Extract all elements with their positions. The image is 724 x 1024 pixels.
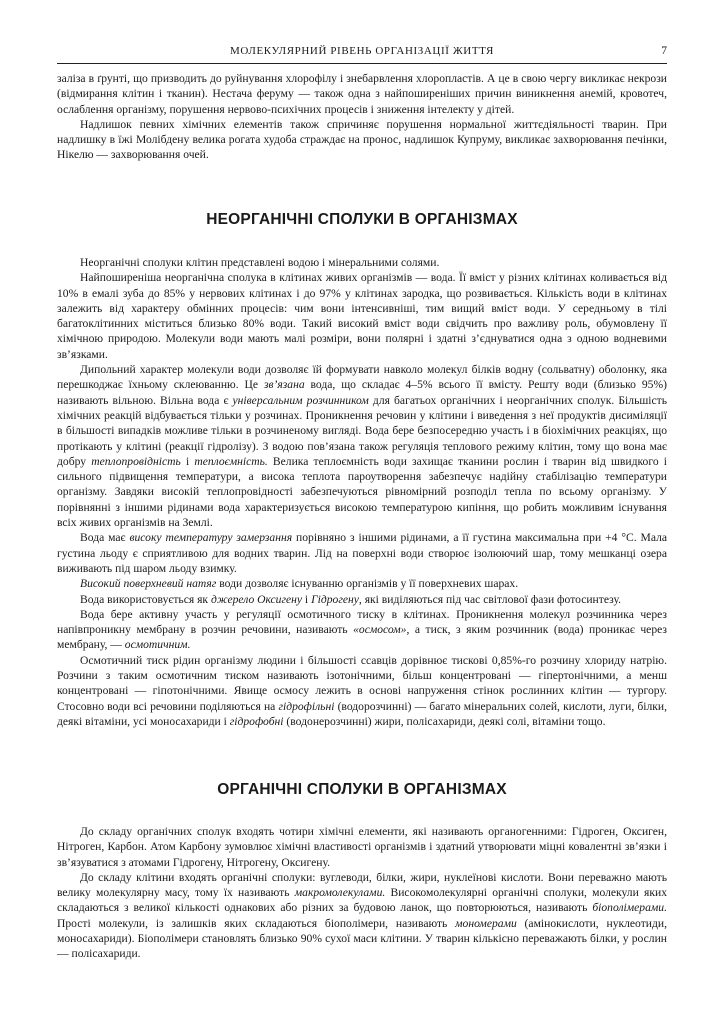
italic-term: теплопровідність <box>91 454 181 468</box>
intro-block <box>57 71 667 163</box>
text-run: Осмотичний тиск рідин організму людини і більшості ссавців дорівнює тискові 0,85%-го розчину хлориду натрію. Розчини з таким осмотичним тиском називають ізотонічними, більш концентровані — гіпертонічними, а менш концентровані — гіпотонічними. Явище осмосу лежить в основі напруження стінок рослинних клітин — тургору. Стосовно води всі речовини поділяються на <box>57 653 667 713</box>
paragraph: Надлишок певних хімічних елементів також спричиняє порушення нормальної життєдіяльності тварин. При надлишку в їжі Молібдену велика рогата худоба страждає на пронос, надлишок Купруму, викликає захворювання печінки, Нікелю — захворювання очей. <box>57 117 667 162</box>
italic-term: універсальним розчинником <box>232 393 369 407</box>
running-title: МОЛЕКУЛЯРНИЙ РІВЕНЬ ОРГАНІЗАЦІЇ ЖИТТЯ <box>230 45 494 57</box>
paragraph: заліза в ґрунті, що призводить до руйнування хлорофілу і знебарвлення хлоропластів. А це в свою чергу викликає некрози (відмирання клітин і тканин). Нестача феруму — також одна з найпоширеніших причин виникнення анемій, кровотеч, ослаблення організму, порушення нервово-психічних процесів і зниження інтелекту у дітей. <box>57 72 667 116</box>
italic-term: гідрофільні <box>278 699 335 713</box>
text-run: До складу клітини входять органічні сполуки: вуглеводи, білки, жири, нуклеїнові кислоти. Вони переважно мають велику молекулярну масу, тому їх називають <box>57 870 667 900</box>
paragraph: До складу органічних сполук входять чотири хімічні елементи, які називають органогенними: Гідроген, Оксиген, Нітроген, Карбон. Атом Карбону зумовлює хімічні властивості організмів і здатний утворювати міцні ковалентні зв’язки і зв’язуватися з атомами Гідрогену, Нітрогену, Оксигену. <box>57 825 667 869</box>
text-run: і <box>302 592 312 606</box>
header-rule <box>57 63 667 64</box>
paragraph <box>57 653 667 729</box>
paragraph: Найпоширеніша неорганічна сполука в клітинах живих організмів — вода. Її вміст у різних клітинах коливається від 10% в емалі зуба до 85% у нервових клітинах і до 97% у клітинах зародка, що розвивається. Кількість води в клітинах залежить від характеру обмінних процесів: чим вони інтенсивніші, тим вищий вміст води. У середньому в тілі багатоклітинних міститься близько 80% води. Такий високий вміст води свідчить про важливу роль, обумовлену її хімічною природою. Молекули води мають малі розміри, вони полярні і здатні з’єднуватися одна з одною водневими зв’язками. <box>57 271 667 361</box>
paragraph: Неорганічні сполуки клітин представлені водою і мінеральними солями. <box>80 256 440 269</box>
paragraph <box>57 870 667 962</box>
section-heading-organic: ОРГАНІЧНІ СПОЛУКИ В ОРГАНІЗМАХ <box>217 781 507 798</box>
paragraph <box>57 362 667 530</box>
italic-term: Високий поверхневий натяг <box>80 577 217 591</box>
italic-term: джерело Оксигену <box>210 592 303 606</box>
text-run: (амінокислоти, нуклеотиди, моносахариди). Біополімери становлять близько 90% сухої маси клітини. У тварин кількісно переважають білки, у рослин — полісахариди. <box>57 916 667 961</box>
italic-term: гідрофобні <box>229 714 284 728</box>
organic-section-body <box>57 824 667 962</box>
text-run: Дипольний характер молекули води дозволяє їй формувати навколо молекул білків водну (сольватну) оболонку, яка перешкоджає їхньому склеюванню. Це <box>57 363 667 392</box>
italic-term: теплоємність. <box>194 454 268 468</box>
italic-term: осмотичним. <box>124 638 191 652</box>
italic-term: мономерами <box>455 916 517 930</box>
paragraph <box>57 530 667 576</box>
italic-term: зв’язана <box>263 378 305 392</box>
text-run: для багатьох органічних і неорганічних сполук. Більшість хімічних реакцій відбувається тільки у розчинах. Проникнення речовин у клітини і виведення з неї продуктів дисиміляції в більшості випадків можливе тільки в розчиненому вигляді. Вода бере безпосередню участь і в біохімічних реакціях, що протікають у клітині (реакції гідролізу). З водою пов’язана також регуляція теплового режиму клітин, тому що вона має добру <box>57 393 668 468</box>
inorganic-section-body <box>57 255 667 729</box>
italic-term: «осмосом» <box>353 623 407 637</box>
paragraph <box>57 592 667 607</box>
text-run: порівняно з іншими рідинами, а її густина максимальна при +4 °С. Мала густина льоду є сприятливою для водних тварин. Лід на поверхні води створює ізолюючий шар, тому мешканці озера виживають під шаром льоду взимку. <box>57 531 668 575</box>
text-run: Вода має <box>80 531 130 545</box>
italic-term: біополімерами. <box>592 901 667 915</box>
text-run: Прості молекули, із залишків яких складаються біополімери, називають <box>57 916 456 930</box>
section-heading-inorganic: НЕОРГАНІЧНІ СПОЛУКИ В ОРГАНІЗМАХ <box>206 211 518 228</box>
text-run: , а тиск, з яким розчинник (вода) проникає через мембрану, — <box>57 623 667 652</box>
text-run: води дозволяє існуванню організмів у її поверхневих шарах. <box>216 577 519 591</box>
page-number: 7 <box>661 45 667 57</box>
text-run: (водонерозчинні) жири, полісахариди, деякі солі, вітаміни тощо. <box>283 714 606 728</box>
text-run: Вода бере активну участь у регуляції осмотичного тиску в клітинах. Проникнення молекул розчинника через напівпроникну мембрану в розчин речовини, називають <box>57 607 667 637</box>
text-run: Велика теплоємність води захищає тканини рослин і тварин від швидкого і сильного підвищення температури, а висока теплота пароутворення забезпечує надійну стабілізацію температури організму. Завдяки високій теплопровідності забезпечуються рівномірний розподіл тепла по всьому організму. У порівнянні з іншими рідинами вода характеризується високою температурою кипіння, що робить можливим існування всіх живих організмів на Землі. <box>57 454 667 530</box>
italic-term: макромолекулами. <box>294 886 386 900</box>
text-run: і <box>180 454 195 468</box>
paragraph <box>57 576 667 591</box>
italic-term: Гідрогену <box>311 592 359 606</box>
paragraph <box>57 607 667 653</box>
text-run: (водорозчинні) — багато мінеральних солей, кислоти, луги, білки, деякі вітаміни, усі моносахариди і <box>57 699 667 728</box>
text-run: , які виділяються під час світлової фази фотосинтезу. <box>358 592 621 606</box>
running-header <box>57 44 667 60</box>
text-run: Високомолекулярні органічні сполуки, молекули яких складаються з великої кількості однакових або різних за будовою ланок, що повторюються, називають <box>57 886 667 915</box>
italic-term: високу температуру замерзання <box>129 531 293 545</box>
text-run: Вода використовується як <box>80 592 211 606</box>
text-run: вода, що складає 4–5% всього її вмісту. Решту води (близько 95%) називають вільною. Вільна вода є <box>57 378 667 407</box>
